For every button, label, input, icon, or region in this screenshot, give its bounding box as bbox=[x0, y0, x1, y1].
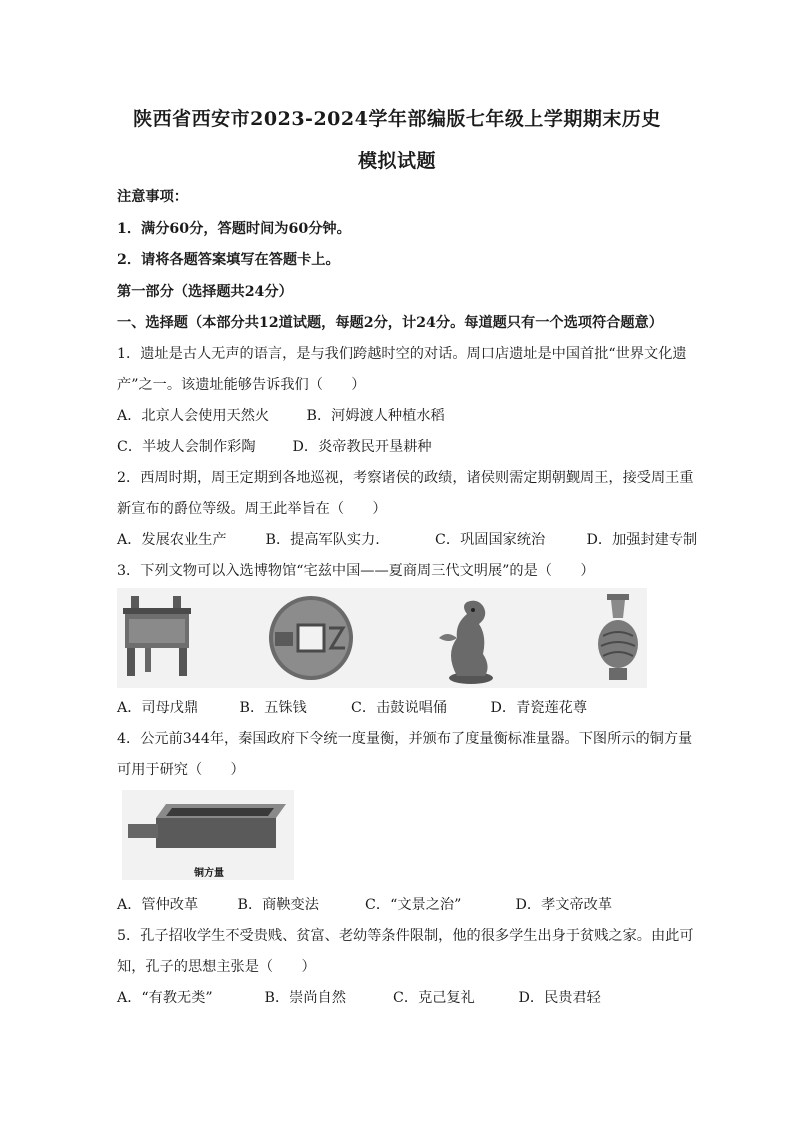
question-4-options bbox=[117, 894, 612, 914]
question-3-options bbox=[117, 697, 587, 717]
image-caption: 铜方量 bbox=[194, 868, 224, 879]
option-c: C．击鼓说唱俑 bbox=[351, 700, 448, 716]
question-4-stem-line-1: 4．公元前344年，秦国政府下令统一度量衡，并颁布了度量衡标准量器。下图所示的铜方量 bbox=[117, 731, 693, 747]
notice-heading: 注意事项： bbox=[117, 189, 188, 205]
question-5-stem-line-2: 知，孔子的思想主张是（ ） bbox=[117, 959, 316, 975]
option-b: B．崇尚自然 bbox=[264, 990, 346, 1006]
option-d: D．加强封建专制 bbox=[586, 532, 698, 548]
option-d: D．青瓷莲花尊 bbox=[490, 700, 588, 716]
exam-subtitle: 模拟试题 bbox=[357, 150, 436, 172]
question-5-options bbox=[117, 987, 601, 1007]
notice-item-2: 2．请将各题答案填写在答题卡上。 bbox=[117, 252, 340, 268]
option-a: A．发展农业生产 bbox=[117, 532, 227, 548]
option-c: C．巩固国家统治 bbox=[435, 532, 546, 548]
artifact-images bbox=[117, 588, 647, 688]
bronze-measure-image bbox=[122, 790, 294, 880]
vase-image bbox=[591, 592, 645, 684]
option-a: A．北京人会使用天然火 bbox=[117, 408, 270, 424]
question-3-stem: 3．下列文物可以入选博物馆“宅兹中国——夏商周三代文明展”的是（ ） bbox=[117, 563, 595, 579]
question-4-stem-line-2: 可用于研究（ ） bbox=[117, 762, 245, 778]
option-b: B．提高军队实力. bbox=[265, 532, 380, 548]
question-1-stem-line-2: 产”之一。该遗址能够告诉我们（ ） bbox=[117, 377, 366, 393]
ding-image bbox=[117, 592, 197, 682]
bronze-measure-figure bbox=[126, 796, 290, 860]
question-2-options bbox=[117, 529, 697, 549]
option-a: A．管仲改革 bbox=[117, 897, 199, 913]
option-d: D．民贵君轻 bbox=[518, 990, 601, 1006]
figurine-image bbox=[427, 594, 507, 686]
option-b: B．商鞅变法 bbox=[237, 897, 319, 913]
option-c: C．克己复礼 bbox=[393, 990, 475, 1006]
option-a: A．“有教无类” bbox=[117, 990, 213, 1006]
option-b: B．河姆渡人种植水稻 bbox=[306, 408, 445, 424]
question-1-stem-line-1: 1．遗址是古人无声的语言，是与我们跨越时空的对话。周口店遗址是中国首批“世界文化遗 bbox=[117, 346, 687, 362]
question-1-options-row-2 bbox=[117, 436, 432, 456]
option-d: D．炎帝教民开垦耕种 bbox=[292, 439, 432, 455]
option-d: D．孝文帝改革 bbox=[515, 897, 613, 913]
section-heading: 一、选择题（本部分共12道试题，每题2分，计24分。每道题只有一个选项符合题意） bbox=[117, 315, 663, 331]
notice-item-1: 1．满分60分，答题时间为60分钟。 bbox=[117, 221, 351, 237]
option-b: B．五铢钱 bbox=[239, 700, 307, 716]
option-a: A．司母戊鼎 bbox=[117, 700, 199, 716]
question-1-options-row-1 bbox=[117, 405, 445, 425]
part-heading: 第一部分（选择题共24分） bbox=[117, 284, 293, 300]
option-c: C．“文景之治” bbox=[365, 897, 462, 913]
question-5-stem-line-1: 5．孔子招收学生不受贵贱、贫富、老幼等条件限制，他的很多学生出身于贫贱之家。由此可 bbox=[117, 928, 694, 944]
option-c: C．半坡人会制作彩陶 bbox=[117, 439, 256, 455]
question-2-stem-line-2: 新宣布的爵位等级。周王此举旨在（ ） bbox=[117, 501, 387, 517]
exam-title: 陕西省西安市2023-2024学年部编版七年级上学期期末历史 bbox=[133, 108, 661, 130]
question-2-stem-line-1: 2．西周时期，周王定期到各地巡视，考察诸侯的政绩，诸侯则需定期朝觐周王，接受周王重 bbox=[117, 470, 694, 486]
coin-image bbox=[265, 592, 357, 684]
